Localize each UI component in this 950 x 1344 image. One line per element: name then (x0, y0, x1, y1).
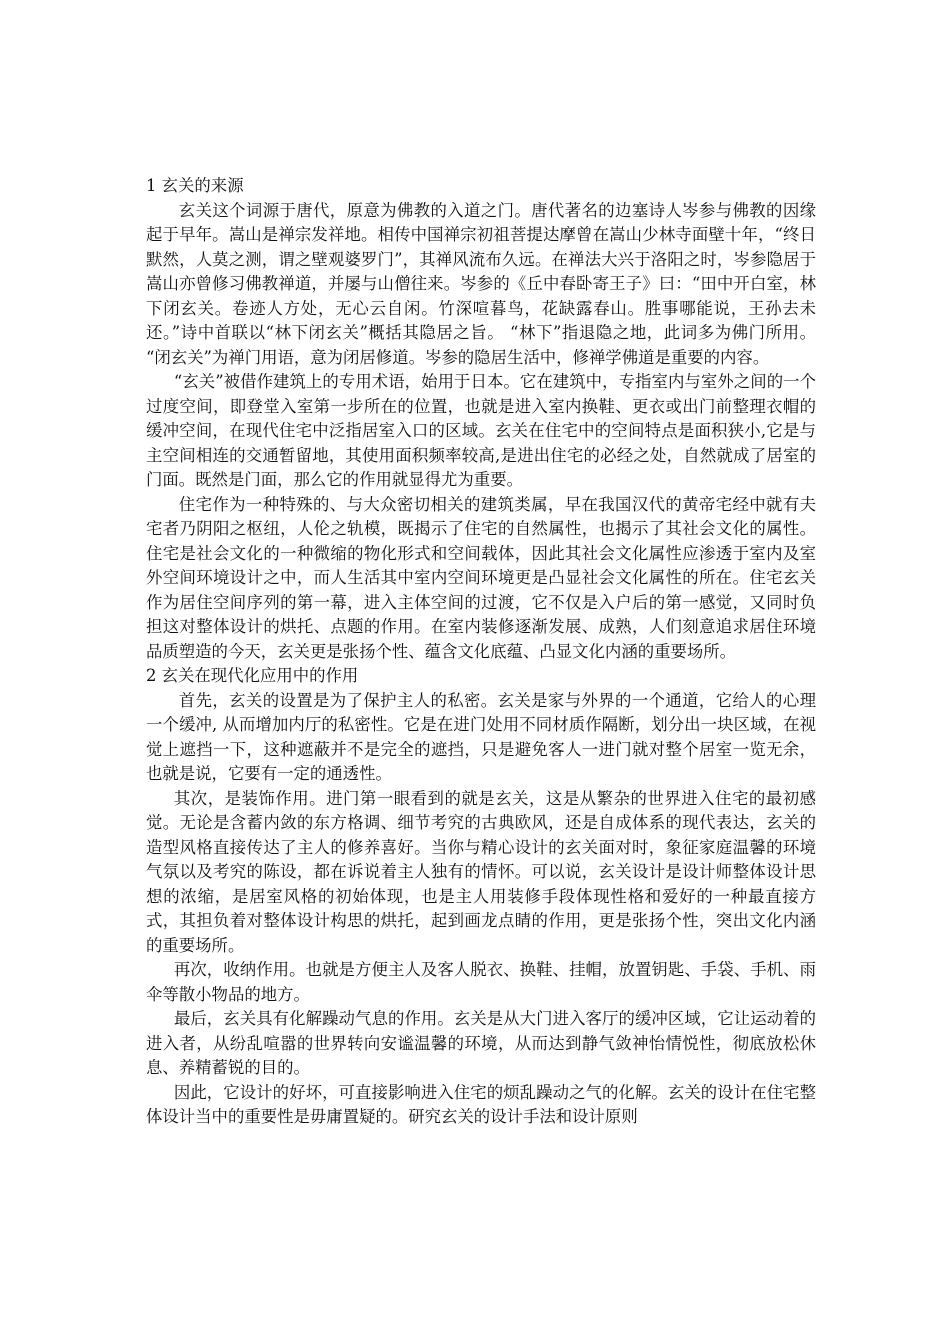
paragraph: 住宅作为一种特殊的、与大众密切相关的建筑类属，早在我国汉代的黄帝宅经中就有夫宅者乃阴阳之枢纽，人伦之轨模，既揭示了住宅的自然属性，也揭示了其社会文化的属性。住宅是社会文化的一种微缩的物化形式和空间载体，因此其社会文化属性应渗透于室内及室外空间环境设计之中，而人生活其中室内空间环境更是凸显社会文化属性的所在。住宅玄关作为居住空间序列的第一幕，进入主体空间的过渡，它不仅是入户后的第一感觉，又同时负担这对整体设计的烘托、点题的作用。在室内装修逐渐发展、成熟，人们刻意追求居住环境品质塑造的今天，玄关更是张扬个性、蕴含文化底蕴、凸显文化内涵的重要场所。 (146, 494, 816, 661)
section-heading: 1 玄关的来源 (146, 176, 244, 195)
paragraph: 其次，是装饰作用。进门第一眼看到的就是玄关，这是从繁杂的世界进入住宅的最初感觉。无论是含蓄内敛的东方格调、细节考究的古典欧风，还是自成体系的现代表达，玄关的造型风格直接传达了主人的修养喜好。当你与精心设计的玄关面对时，象征家庭温馨的环境气氛以及考究的陈设，都在诉说着主人独有的情怀。可以说，玄关设计是设计师整体设计思想的浓缩，是居室风格的初始体现，也是主人用装修手段体现性格和爱好的一种最直接方式，其担负着对整体设计构思的烘托，起到画龙点睛的作用，更是张扬个性，突出文化内涵的重要场所。 (146, 788, 816, 955)
document-page (146, 174, 816, 1130)
section-heading: 2 玄关在现代化应用中的作用 (146, 666, 359, 685)
paragraph: “玄关”被借作建筑上的专用术语，始用于日本。它在建筑中，专指室内与室外之间的一个过度空间，即登堂入室第一步所在的位置，也就是进入室内换鞋、更衣或出门前整理衣帽的缓冲空间，在现代住宅中泛指居室入口的区域。玄关在住宅中的空间特点是面积狭小,它是与主空间相连的交通暂留地，其使用面积频率较高,是进出住宅的必经之处，自然就成了居室的门面。既然是门面，那么它的作用就显得尤为重要。 (146, 372, 816, 489)
paragraph: 再次，收纳作用。也就是方便主人及客人脱衣、换鞋、挂帽，放置钥匙、手袋、手机、雨伞等散小物品的地方。 (146, 960, 816, 1004)
paragraph: 最后，玄关具有化解躁动气息的作用。玄关是从大门进入客厅的缓冲区域，它让运动着的进入者，从纷乱喧嚣的世界转向安谧温馨的环境，从而达到静气敛神怡情悦性，彻底放松休息、养精蓄锐的目的。 (146, 1009, 816, 1077)
paragraph: 玄关这个词源于唐代，原意为佛教的入道之门。唐代著名的边塞诗人岑参与佛教的因缘起于早年。嵩山是禅宗发祥地。相传中国禅宗初祖菩提达摩曾在嵩山少林寺面壁十年，“终日默然，人莫之测，谓之壁观婆罗门”，其禅风流布久远。在禅法大兴于洛阳之时，岑参隐居于嵩山亦曾修习佛教禅道，并屡与山僧往来。岑参的《丘中春卧寄王子》曰：“田中开白室，林下闭玄关。卷迹人方处，无心云自闲。竹深喧暮鸟，花缺露春山。胜事哪能说，王孙去未还。”诗中首联以“林下闭玄关”概括其隐居之旨。 “林下”指退隐之地，此词多为佛门所用。 “闭玄关”为禅门用语，意为闭居修道。岑参的隐居生活中，修禅学佛道是重要的内容。 (146, 200, 816, 367)
paragraph: 首先，玄关的设置是为了保护主人的私密。玄关是家与外界的一个通道，它给人的心理一个缓冲, 从而增加内厅的私密性。它是在进门处用不同材质作隔断，划分出一块区域，在视觉上遮挡一下，这种遮蔽并不是完全的遮挡，只是避免客人一进门就对整个居室一览无余，也就是说，它要有一定的通透性。 (146, 690, 816, 783)
paragraph: 因此，它设计的好坏，可直接影响进入住宅的烦乱躁动之气的化解。玄关的设计在住宅整体设计当中的重要性是毋庸置疑的。研究玄关的设计手法和设计原则 (146, 1082, 816, 1126)
